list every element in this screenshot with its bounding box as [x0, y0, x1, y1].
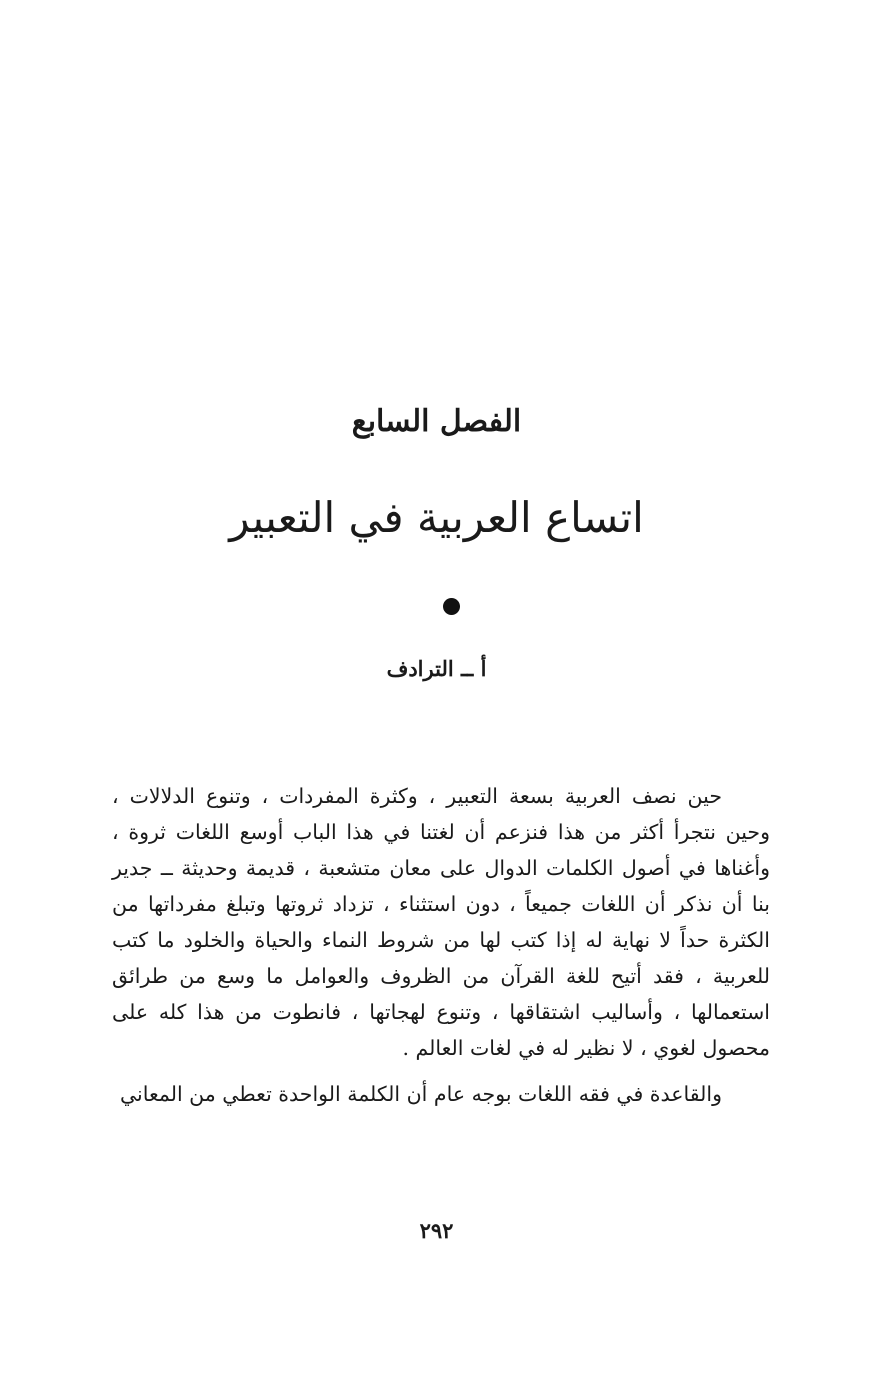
page-number: ٢٩٢ — [419, 1218, 454, 1243]
paragraph-2: والقاعدة في فقه اللغات بوجه عام أن الكلمة الواحدة تعطي من المعاني — [119, 1082, 722, 1106]
bullet-ornament — [443, 598, 460, 615]
chapter-title: اتساع العربية في التعبير — [229, 493, 644, 542]
body-text — [112, 778, 770, 1112]
chapter-label: الفصل السابع — [351, 404, 522, 439]
section-heading: أ ــ الترادف — [386, 656, 487, 681]
paragraph-1: حين نصف العربية بسعة التعبير ، وكثرة المفردات ، وتنوع الدلالات ، وحين نتجرأ أكثر من هذا فنزعم أن لغتنا في هذا الباب أوسع اللغات ثروة ، وأغناها في أصول الكلمات الدوال على معان متشعبة ، قديمة وحديثة ــ جدير بنا أن نذكر أن اللغات جميعاً ، دون استثناء ، تزداد ثروتها وتبلغ مفرداتها من الكثرة حداً لا نهاية له إذا كتب لها من شروط النماء والحياة والخلود ما كتب للعربية ، فقد أتيح للغة القرآن من الظروف والعوامل ما وسع من طرائق استعمالها ، وأساليب اشتقاقها ، وتنوع لهجاتها ، فانطوت من هذا كله على محصول لغوي ، لا نظير له في لغات العالم . — [112, 784, 770, 1060]
